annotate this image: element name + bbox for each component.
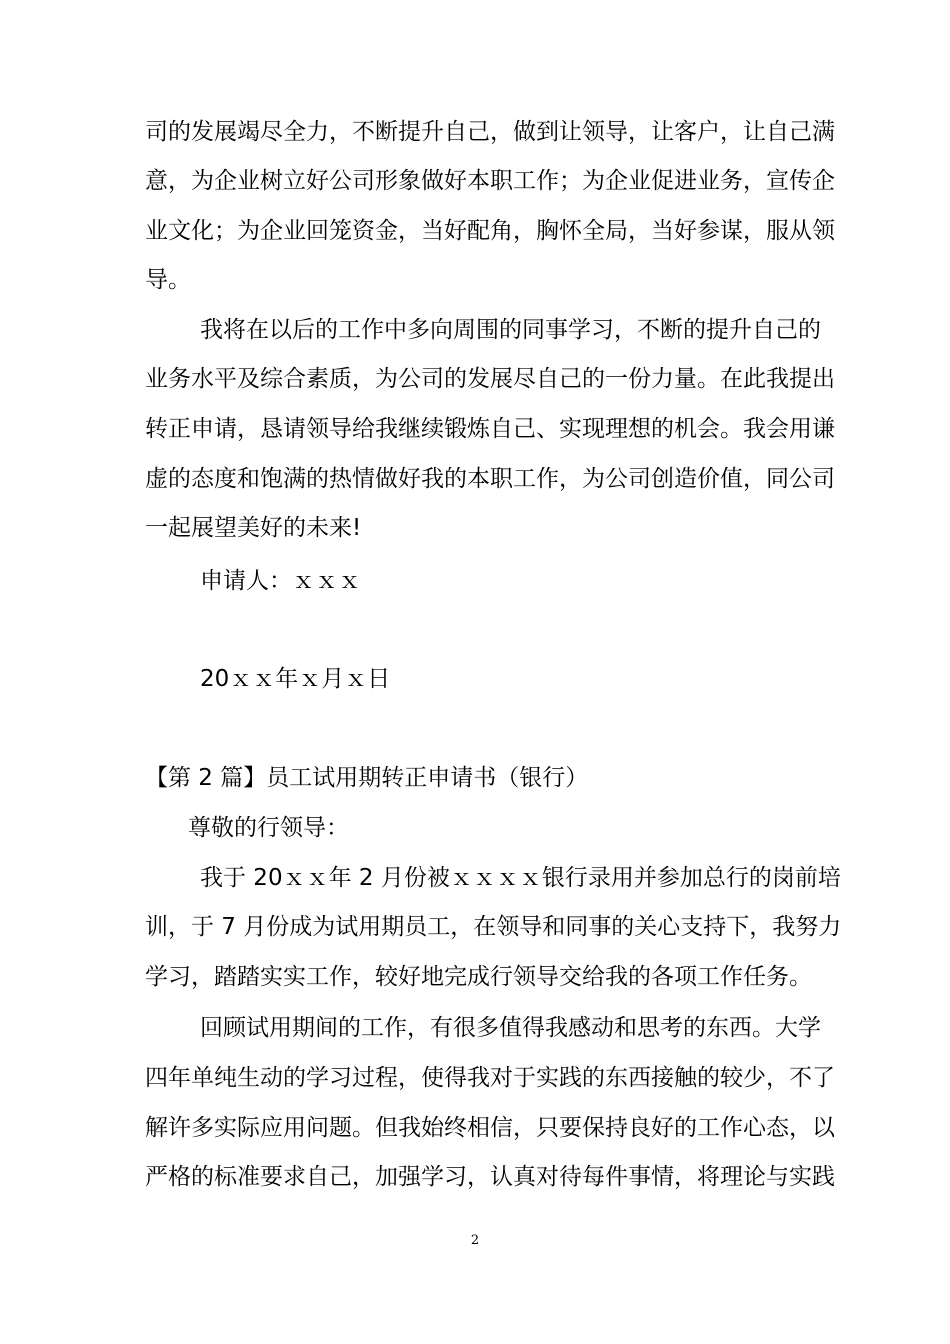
paragraph-line: 学习，踏踏实实工作，较好地完成行领导交给我的各项工作任务。	[145, 964, 812, 990]
paragraph-line: 一起展望美好的未来!	[145, 515, 362, 541]
paragraph-line: 意，为企业树立好公司形象做好本职工作；为企业促进业务，宣传企	[145, 168, 835, 194]
salutation: 尊敬的行领导：	[188, 815, 349, 841]
paragraph-line: 导。	[145, 267, 191, 293]
paragraph-line: 四年单纯生动的学习过程，使得我对于实践的东西接触的较少，不了	[145, 1065, 835, 1091]
paragraph-line: 司的发展竭尽全力，不断提升自己，做到让领导，让客户，让自己满	[145, 119, 835, 145]
paragraph-line: 严格的标准要求自己，加强学习，认真对待每件事情，将理论与实践	[145, 1164, 835, 1190]
paragraph-line: 虚的态度和饱满的热情做好我的本职工作，为公司创造价值，同公司	[145, 466, 835, 492]
paragraph-line: 业务水平及综合素质，为公司的发展尽自己的一份力量。在此我提出	[145, 366, 835, 392]
paragraph-line: 业文化；为企业回笼资金，当好配角，胸怀全局，当好参谋，服从领	[145, 218, 835, 244]
application-date: 20ｘｘ年ｘ月ｘ日	[200, 666, 391, 692]
paragraph-line: 回顾试用期间的工作，有很多值得我感动和思考的东西。大学	[200, 1015, 821, 1041]
paragraph-line: 解许多实际应用问题。但我始终相信，只要保持良好的工作心态，以	[145, 1115, 835, 1141]
paragraph-line: 我于 20ｘｘ年 2 月份被ｘｘｘｘ银行录用并参加总行的岗前培	[200, 865, 841, 891]
paragraph-line: 训，于 7 月份成为试用期员工，在领导和同事的关心支持下，我努力	[145, 914, 842, 940]
applicant-signature: 申请人：ｘｘｘ	[200, 568, 361, 594]
paragraph-line: 我将在以后的工作中多向周围的同事学习，不断的提升自己的	[200, 317, 821, 343]
page-number: 2	[470, 1233, 480, 1248]
section-heading: 【第 2 篇】员工试用期转正申请书（银行）	[145, 765, 589, 791]
paragraph-line: 转正申请，恳请领导给我继续锻炼自己、实现理想的机会。我会用谦	[145, 416, 835, 442]
